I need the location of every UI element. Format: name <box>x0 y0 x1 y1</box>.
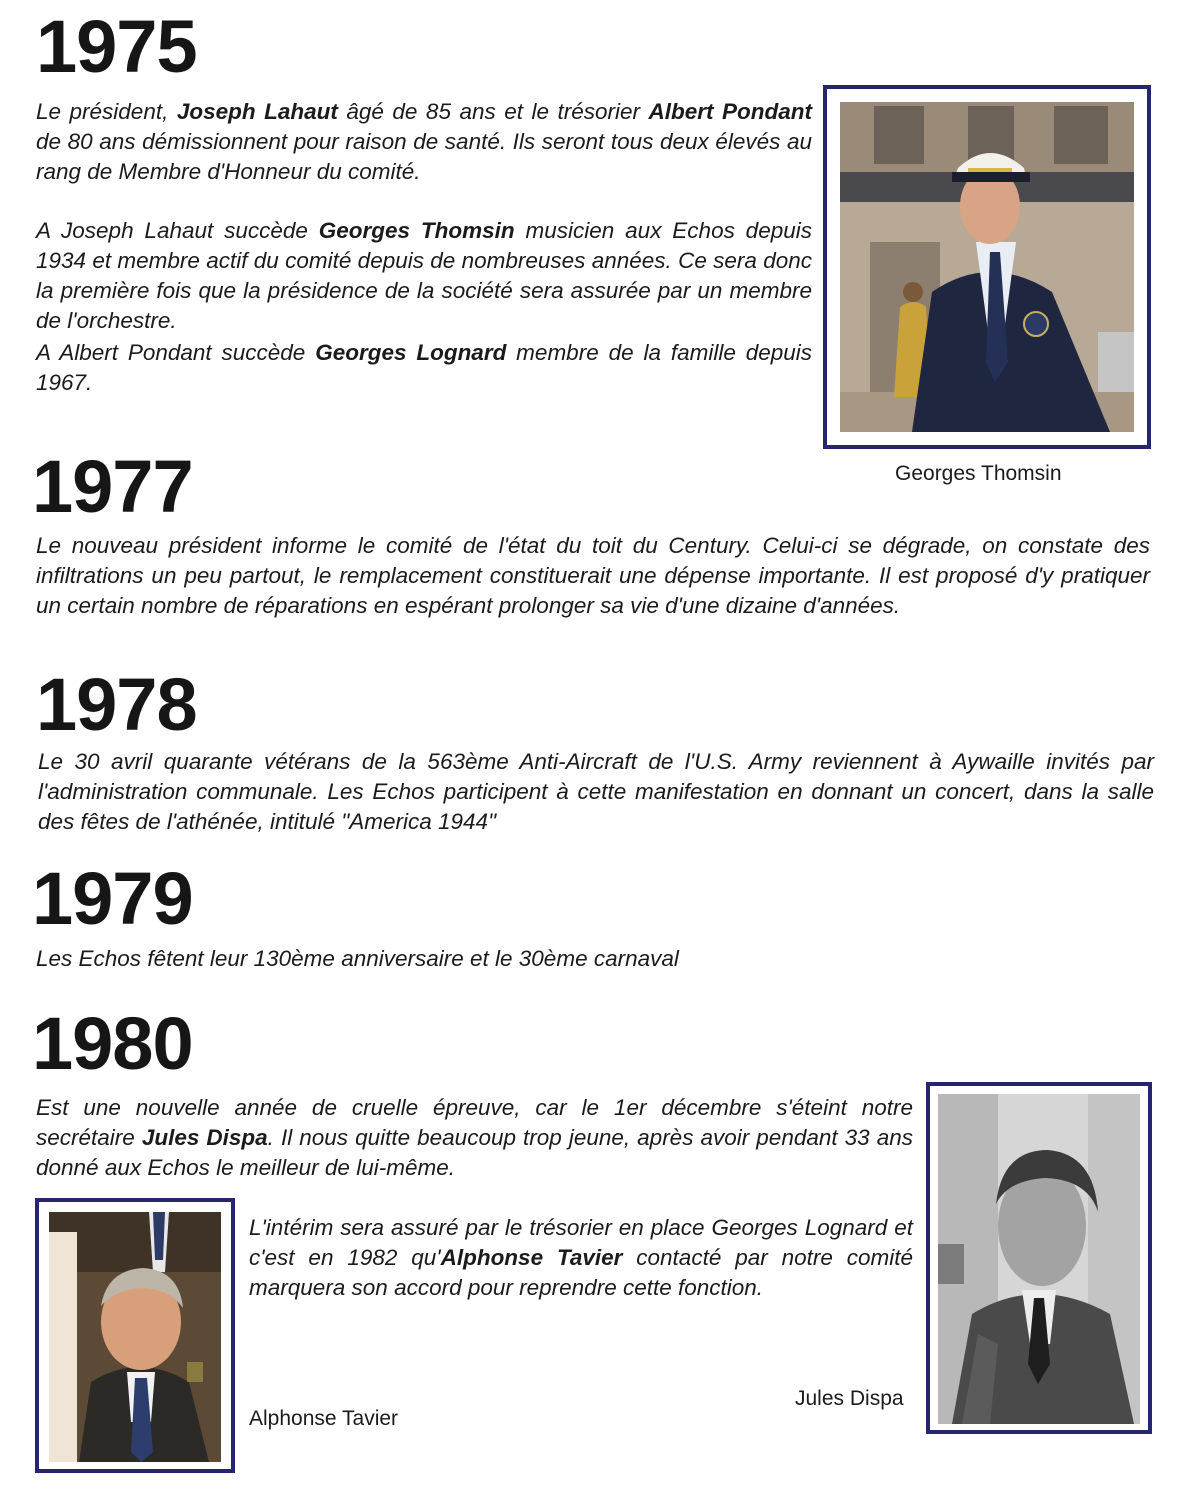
paragraph-1975-resignation <box>36 97 812 187</box>
text-run: âgé de 85 ans et le trésorier <box>337 99 649 124</box>
photo-frame-dispa <box>926 1082 1152 1434</box>
paragraph-1977 <box>36 531 1150 621</box>
text-run: Les Echos fêtent leur 130ème anniversaire et le 30ème carnaval <box>36 946 679 971</box>
text-run: de 80 ans démissionnent pour raison de santé. Ils seront tous deux élevés au rang de Membre d'Honneur du comité. <box>36 129 812 184</box>
paragraph-1975-treasurer <box>36 338 812 398</box>
caption-georges-thomsin: Georges Thomsin <box>895 462 1062 485</box>
year-heading-1975: 1975 <box>36 5 197 88</box>
paragraph-1979 <box>36 944 1036 974</box>
paragraph-1980-interim <box>249 1213 913 1303</box>
photo-frame-thomsin <box>823 85 1151 449</box>
photo-georges-thomsin <box>840 102 1134 432</box>
bold-name: Georges Lognard <box>315 340 507 365</box>
text-run: L'intérim sera assuré par le trésorier en place Georges Lognard et c'est en 1982 qu' <box>249 1215 913 1270</box>
caption-jules-dispa: Jules Dispa <box>795 1387 904 1410</box>
text-run: Le 30 avril quarante vétérans de la 563ème Anti-Aircraft de l'U.S. Army reviennent à Aywaille invités par l'administration communale. Les Echos participent à cette manifestation en donnant un concert, dans la salle des fêtes de l'athénée, intitulé "America 1944" <box>38 749 1154 834</box>
text-run: . Il nous quitte beaucoup trop jeune, après avoir pendant 33 ans donné aux Echos le meilleur de lui-même. <box>36 1125 913 1180</box>
bold-name: Jules Dispa <box>141 1125 268 1150</box>
photo-jules-dispa <box>938 1094 1140 1424</box>
paragraph-1980-dispa <box>36 1093 913 1183</box>
text-run: A Joseph Lahaut succède <box>36 218 319 243</box>
photo-frame-tavier <box>35 1198 235 1473</box>
text-run: Le nouveau président informe le comité de l'état du toit du Century. Celui-ci se dégrade, on constate des infiltrations un peu partout, le remplacement constituerait une dépense importante. Il est proposé d'y pratiquer un certain nombre de réparations en espérant prolonger sa vie d'une dizaine d'années. <box>36 533 1150 618</box>
year-heading-1980: 1980 <box>32 1002 193 1085</box>
text-run: contacté par notre comité marquera son accord pour reprendre cette fonction. <box>249 1245 914 1300</box>
caption-alphonse-tavier: Alphonse Tavier <box>249 1407 399 1430</box>
year-heading-1979: 1979 <box>32 857 193 940</box>
bold-name: Georges Thomsin <box>318 218 515 243</box>
photo-alphonse-tavier <box>49 1212 221 1462</box>
paragraph-1978 <box>38 747 1154 837</box>
text-run: Le président, <box>36 99 177 124</box>
paragraph-1975-president <box>36 216 812 336</box>
year-heading-1978: 1978 <box>36 663 197 746</box>
text-run: membre de la famille depuis 1967. <box>36 340 813 395</box>
text-run: Est une nouvelle année de cruelle épreuve, car le 1er décembre s'éteint notre secrétaire <box>36 1095 913 1150</box>
bold-name: Alphonse Tavier <box>440 1245 623 1270</box>
year-heading-1977: 1977 <box>32 445 193 528</box>
bold-name: Joseph Lahaut <box>176 99 338 124</box>
bold-name: Albert Pondant <box>648 99 813 124</box>
text-run: A Albert Pondant succède <box>36 340 316 365</box>
text-run: musicien aux Echos depuis 1934 et membre actif du comité depuis de nombreuses années. Ce sera donc la première fois que la présidence de la société sera assurée par un membre de l'orchestre. <box>36 218 812 333</box>
